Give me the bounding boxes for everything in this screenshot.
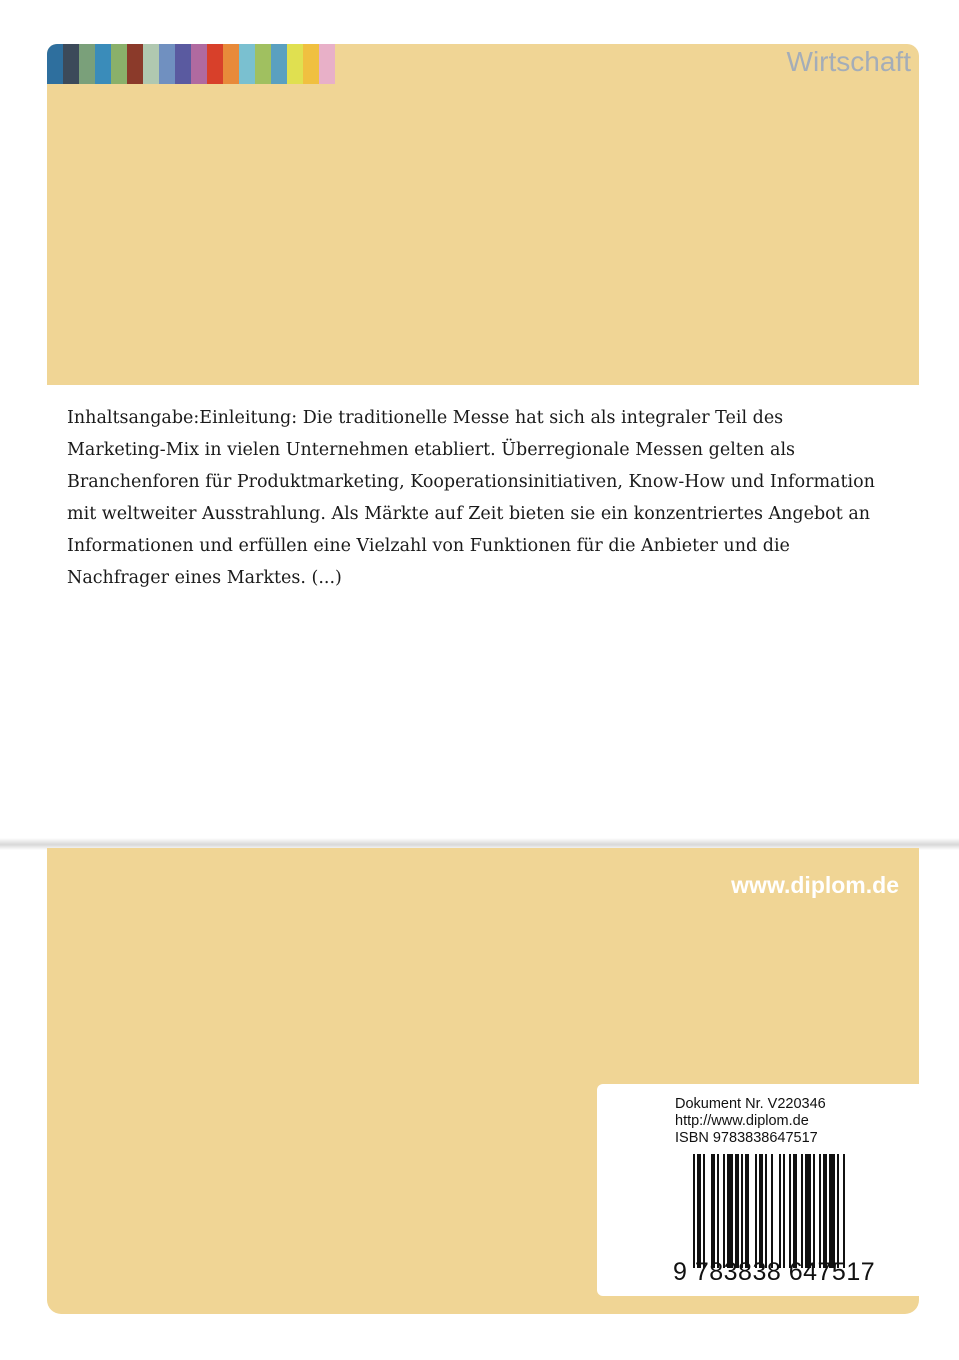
barcode-bar [723, 1154, 725, 1268]
color-stripes [47, 44, 335, 84]
color-stripe [111, 44, 127, 84]
barcode-bar [801, 1154, 803, 1268]
document-url[interactable]: http://www.diplom.de [675, 1113, 809, 1129]
barcode-bar [735, 1154, 739, 1268]
color-stripe [239, 44, 255, 84]
barcode-bar [805, 1154, 811, 1268]
color-stripe [287, 44, 303, 84]
barcode-bar [717, 1154, 719, 1268]
barcode-bar [727, 1154, 733, 1268]
document-number: Dokument Nr. V220346 [675, 1096, 826, 1112]
color-stripe [271, 44, 287, 84]
top-color-panel [47, 44, 919, 385]
category-label: Wirtschaft [786, 46, 911, 77]
barcode-bar [823, 1154, 827, 1268]
barcode-bar [829, 1154, 835, 1268]
color-stripe [79, 44, 95, 84]
barcode [693, 1154, 903, 1268]
barcode-bar [759, 1154, 763, 1268]
barcode-bar [793, 1154, 797, 1268]
barcode-bar [783, 1154, 785, 1268]
barcode-bar [697, 1154, 701, 1268]
site-url[interactable]: www.diplom.de [731, 872, 899, 898]
color-stripe [63, 44, 79, 84]
barcode-bar [771, 1154, 773, 1268]
barcode-bar [779, 1154, 781, 1268]
barcode-bar [745, 1154, 749, 1268]
barcode-bar [693, 1154, 695, 1268]
color-stripe [207, 44, 223, 84]
color-stripe [319, 44, 335, 84]
isbn-number: ISBN 9783838647517 [675, 1130, 818, 1146]
color-stripe [255, 44, 271, 84]
color-stripe [127, 44, 143, 84]
blurb-text: Inhaltsangabe:Einleitung: Die traditionelle Messe hat sich als integraler Teil des Marketing-Mix in vielen Unternehmen etabliert. Überregionale Messen gelten als Branchenforen für Produktmarketing, Kooperationsinitiativen, Know-How und Information mit weltweiter Ausstrahlung. Als Märkte auf Zeit bieten sie ein konzentriertes Angebot an Informationen und erfüllen eine Vielzahl von Funktionen für die Anbieter und die Nachfrager eines Marktes. (...) [67, 408, 875, 588]
barcode-bar [819, 1154, 821, 1268]
color-stripe [159, 44, 175, 84]
color-stripe [303, 44, 319, 84]
barcode-bar [813, 1154, 815, 1268]
isbn-text-block [675, 1096, 826, 1147]
color-stripe [175, 44, 191, 84]
barcode-bar [711, 1154, 715, 1268]
barcode-bar [755, 1154, 757, 1268]
barcode-bar [741, 1154, 743, 1268]
barcode-bar [843, 1154, 845, 1268]
barcode-bar [765, 1154, 767, 1268]
barcode-bar [837, 1154, 839, 1268]
color-stripe [47, 44, 63, 84]
barcode-digits: 9 783838 647517 [673, 1258, 876, 1286]
color-stripe [223, 44, 239, 84]
color-stripe [143, 44, 159, 84]
color-stripe [191, 44, 207, 84]
color-stripe [95, 44, 111, 84]
barcode-bar [703, 1154, 705, 1268]
isbn-box [597, 1084, 919, 1296]
barcode-bar [789, 1154, 791, 1268]
